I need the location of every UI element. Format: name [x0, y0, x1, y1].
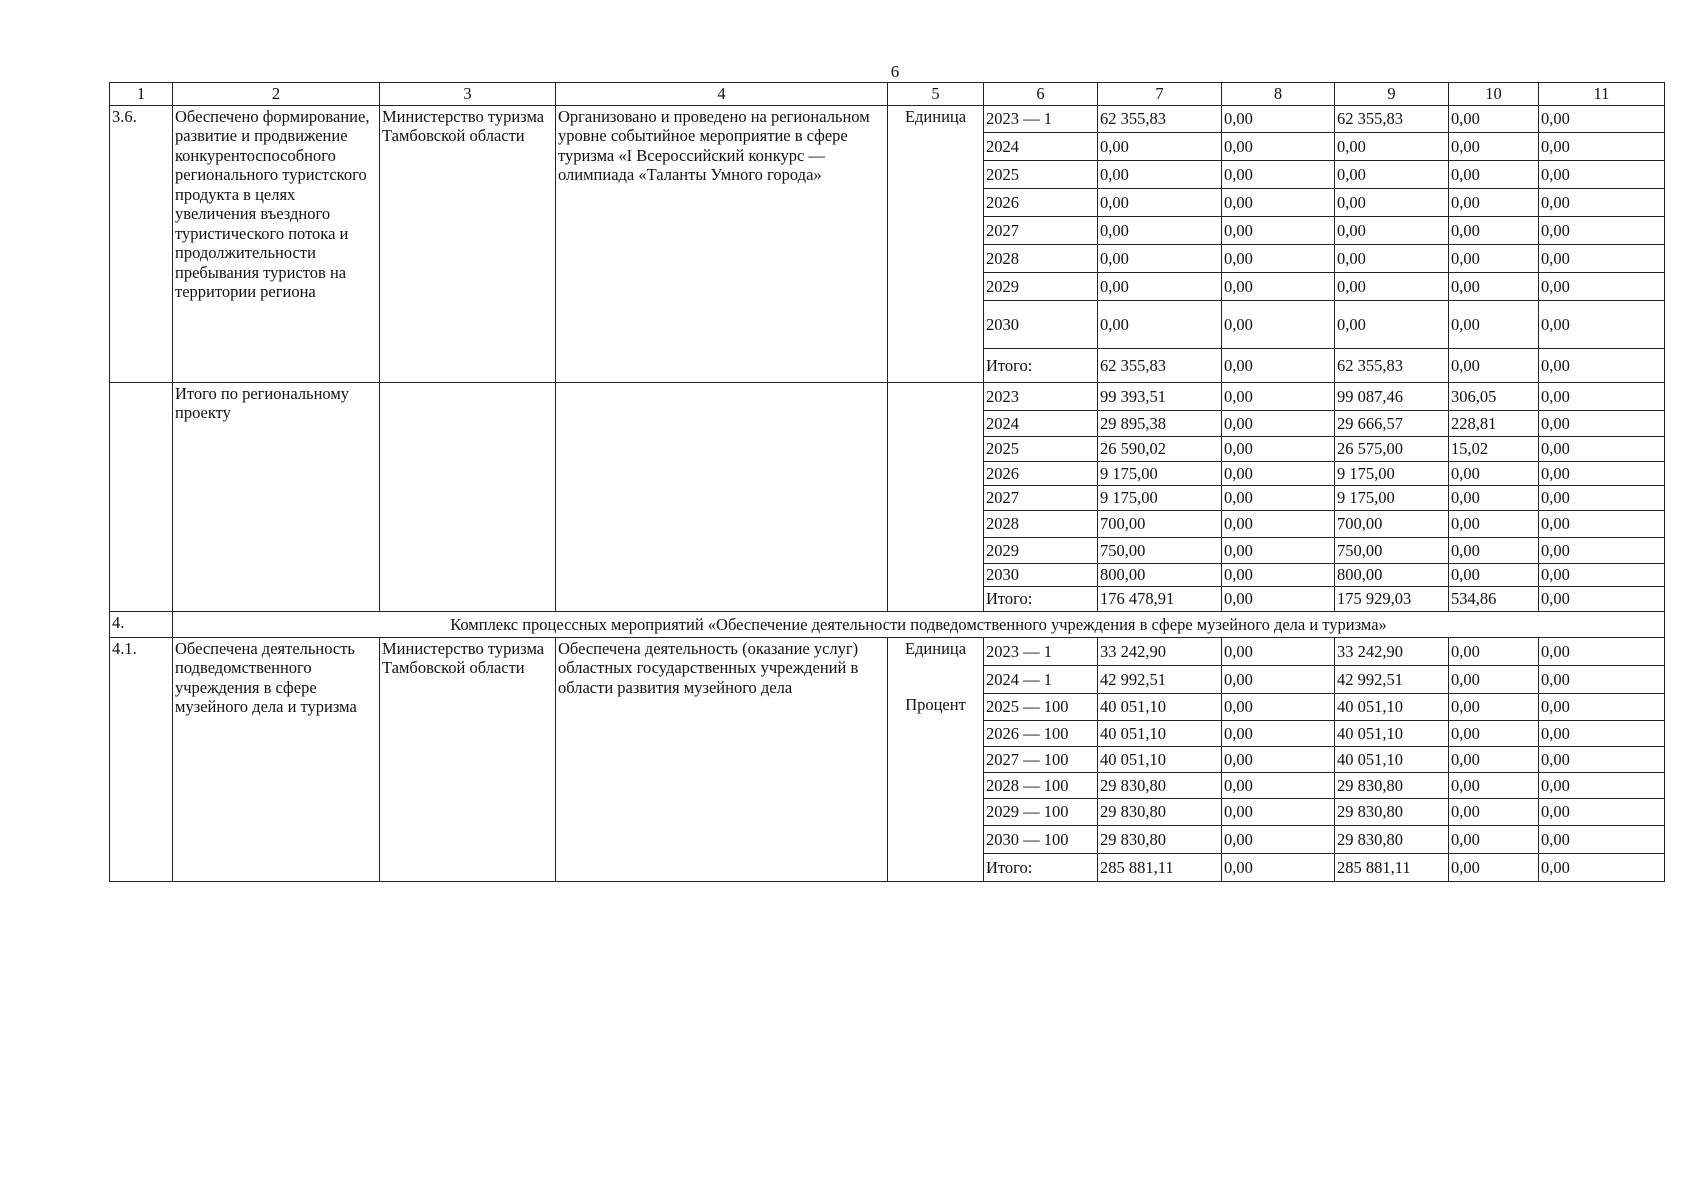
value-cell: 0,00 — [1449, 694, 1539, 721]
value-cell: 0,00 — [1222, 773, 1335, 799]
value-cell: 0,00 — [1222, 106, 1335, 133]
value-cell: 62 355,83 — [1098, 349, 1222, 383]
section-number-cell: 4. — [110, 612, 173, 638]
value-cell: 0,00 — [1098, 189, 1222, 217]
value-cell: 40 051,10 — [1098, 747, 1222, 773]
event-cell: Организовано и проведено на региональном уровне событийное мероприятие в сфере туризма «I Всероссийский конкурс — олимпиада «Таланты Умного города» — [556, 106, 888, 383]
value-cell: 0,00 — [1449, 666, 1539, 694]
value-cell: 0,00 — [1539, 301, 1665, 349]
event-cell: Обеспечена деятельность (оказание услуг) областных государственных учреждений в области развития музейного дела — [556, 638, 888, 882]
value-cell: 0,00 — [1222, 349, 1335, 383]
value-cell: 0,00 — [1449, 638, 1539, 666]
value-cell: 0,00 — [1222, 486, 1335, 511]
value-cell: 0,00 — [1222, 161, 1335, 189]
value-cell: 0,00 — [1449, 799, 1539, 826]
value-cell: 0,00 — [1449, 486, 1539, 511]
value-cell: 0,00 — [1539, 217, 1665, 245]
year-cell: 2029 — [984, 538, 1098, 564]
value-cell: 29 830,80 — [1098, 826, 1222, 854]
column-number-cell: 10 — [1449, 83, 1539, 106]
column-number-cell: 5 — [888, 83, 984, 106]
value-cell: 0,00 — [1449, 721, 1539, 747]
value-cell: 26 575,00 — [1335, 437, 1449, 462]
year-cell: 2023 — 1 — [984, 638, 1098, 666]
value-cell: 0,00 — [1539, 799, 1665, 826]
value-cell: 0,00 — [1449, 349, 1539, 383]
value-cell: 0,00 — [1449, 854, 1539, 882]
section-title: Комплекс процессных мероприятий «Обеспечение деятельности подведомственного учреждения в сфере музейного дела и туризма» — [173, 612, 1665, 638]
value-cell: 0,00 — [1539, 161, 1665, 189]
table-body — [110, 83, 1665, 882]
value-cell: 9 175,00 — [1098, 486, 1222, 511]
value-cell: 0,00 — [1539, 106, 1665, 133]
value-cell: 0,00 — [1449, 273, 1539, 301]
value-cell: 0,00 — [1449, 217, 1539, 245]
value-cell: 176 478,91 — [1098, 587, 1222, 612]
value-cell: 0,00 — [1222, 245, 1335, 273]
value-cell: 0,00 — [1539, 383, 1665, 411]
unit-cell: Единица — [888, 638, 984, 694]
value-cell: 0,00 — [1539, 587, 1665, 612]
value-cell: 0,00 — [1098, 161, 1222, 189]
value-cell: 0,00 — [1449, 538, 1539, 564]
value-cell: 0,00 — [1449, 245, 1539, 273]
value-cell: 285 881,11 — [1098, 854, 1222, 882]
value-cell: 0,00 — [1539, 747, 1665, 773]
value-cell: 29 830,80 — [1098, 799, 1222, 826]
row-3-6-line — [110, 106, 1665, 133]
result-cell: Обеспечена деятельность подведомственного учреждения в сфере музейного дела и туризма — [173, 638, 380, 882]
value-cell: 29 895,38 — [1098, 411, 1222, 437]
value-cell: 0,00 — [1222, 854, 1335, 882]
value-cell: 0,00 — [1222, 587, 1335, 612]
value-cell: 0,00 — [1222, 217, 1335, 245]
value-cell: 0,00 — [1449, 826, 1539, 854]
column-number-cell: 4 — [556, 83, 888, 106]
value-cell: 0,00 — [1539, 189, 1665, 217]
column-number-row — [110, 83, 1665, 106]
value-cell: 0,00 — [1222, 638, 1335, 666]
value-cell: 9 175,00 — [1335, 486, 1449, 511]
value-cell: 0,00 — [1098, 217, 1222, 245]
year-cell: 2027 — [984, 486, 1098, 511]
section-4-row — [110, 612, 1665, 638]
year-cell: 2025 — [984, 437, 1098, 462]
value-cell: 306,05 — [1449, 383, 1539, 411]
value-cell: 0,00 — [1449, 133, 1539, 161]
value-cell: 0,00 — [1539, 133, 1665, 161]
value-cell: 0,00 — [1222, 133, 1335, 161]
value-cell: 9 175,00 — [1098, 462, 1222, 486]
value-cell: 0,00 — [1449, 462, 1539, 486]
value-cell: 0,00 — [1449, 189, 1539, 217]
value-cell: 33 242,90 — [1335, 638, 1449, 666]
value-cell: 29 830,80 — [1098, 773, 1222, 799]
value-cell: 534,86 — [1449, 587, 1539, 612]
value-cell: 0,00 — [1222, 462, 1335, 486]
value-cell: 0,00 — [1335, 189, 1449, 217]
value-cell: 0,00 — [1539, 411, 1665, 437]
value-cell: 0,00 — [1539, 437, 1665, 462]
year-cell: 2025 — 100 — [984, 694, 1098, 721]
empty-cell — [380, 383, 556, 612]
value-cell: 0,00 — [1539, 349, 1665, 383]
row-4-1-line — [110, 638, 1665, 666]
value-cell: 0,00 — [1335, 161, 1449, 189]
value-cell: 33 242,90 — [1098, 638, 1222, 666]
value-cell: 62 355,83 — [1098, 106, 1222, 133]
value-cell: 0,00 — [1222, 694, 1335, 721]
value-cell: 0,00 — [1539, 694, 1665, 721]
year-cell: Итого: — [984, 587, 1098, 612]
value-cell: 0,00 — [1539, 564, 1665, 587]
value-cell: 29 830,80 — [1335, 799, 1449, 826]
empty-cell — [556, 383, 888, 612]
value-cell: 0,00 — [1539, 773, 1665, 799]
value-cell: 700,00 — [1098, 511, 1222, 538]
value-cell: 0,00 — [1222, 747, 1335, 773]
value-cell: 0,00 — [1539, 462, 1665, 486]
empty-cell — [888, 383, 984, 612]
column-number-cell: 3 — [380, 83, 556, 106]
value-cell: 0,00 — [1222, 189, 1335, 217]
value-cell: 0,00 — [1098, 245, 1222, 273]
value-cell: 0,00 — [1539, 854, 1665, 882]
value-cell: 0,00 — [1222, 411, 1335, 437]
value-cell: 0,00 — [1098, 273, 1222, 301]
year-cell: 2027 — [984, 217, 1098, 245]
executor-cell: Министерство туризма Тамбовской области — [380, 638, 556, 882]
value-cell: 40 051,10 — [1335, 747, 1449, 773]
value-cell: 0,00 — [1449, 773, 1539, 799]
value-cell: 62 355,83 — [1335, 349, 1449, 383]
value-cell: 0,00 — [1449, 511, 1539, 538]
value-cell: 0,00 — [1222, 666, 1335, 694]
column-number-cell: 8 — [1222, 83, 1335, 106]
value-cell: 0,00 — [1222, 437, 1335, 462]
value-cell: 0,00 — [1222, 301, 1335, 349]
page-number: 6 — [890, 62, 900, 81]
year-cell: 2027 — 100 — [984, 747, 1098, 773]
year-cell: 2028 — [984, 245, 1098, 273]
year-cell: 2030 — [984, 301, 1098, 349]
value-cell: 40 051,10 — [1098, 694, 1222, 721]
year-cell: Итого: — [984, 349, 1098, 383]
regional-total-line — [110, 383, 1665, 411]
value-cell: 750,00 — [1335, 538, 1449, 564]
value-cell: 0,00 — [1539, 538, 1665, 564]
column-number-cell: 2 — [173, 83, 380, 106]
value-cell: 0,00 — [1449, 747, 1539, 773]
year-cell: 2026 — 100 — [984, 721, 1098, 747]
value-cell: 800,00 — [1098, 564, 1222, 587]
value-cell: 0,00 — [1222, 564, 1335, 587]
value-cell: 0,00 — [1449, 161, 1539, 189]
year-cell: 2029 — 100 — [984, 799, 1098, 826]
column-number-cell: 6 — [984, 83, 1098, 106]
value-cell: 0,00 — [1098, 301, 1222, 349]
value-cell: 0,00 — [1539, 666, 1665, 694]
value-cell: 0,00 — [1335, 301, 1449, 349]
value-cell: 62 355,83 — [1335, 106, 1449, 133]
value-cell: 40 051,10 — [1335, 694, 1449, 721]
value-cell: 29 830,80 — [1335, 826, 1449, 854]
year-cell: 2024 — [984, 411, 1098, 437]
value-cell: 0,00 — [1335, 217, 1449, 245]
budget-table — [109, 82, 1665, 882]
value-cell: 0,00 — [1449, 106, 1539, 133]
value-cell: 15,02 — [1449, 437, 1539, 462]
value-cell: 0,00 — [1449, 564, 1539, 587]
year-cell: 2025 — [984, 161, 1098, 189]
value-cell: 228,81 — [1449, 411, 1539, 437]
year-cell: 2026 — [984, 189, 1098, 217]
value-cell: 40 051,10 — [1098, 721, 1222, 747]
empty-cell — [110, 383, 173, 612]
row-number-cell: 4.1. — [110, 638, 173, 882]
year-cell: 2030 — [984, 564, 1098, 587]
value-cell: 29 666,57 — [1335, 411, 1449, 437]
year-cell: 2024 — [984, 133, 1098, 161]
value-cell: 42 992,51 — [1098, 666, 1222, 694]
value-cell: 0,00 — [1222, 383, 1335, 411]
value-cell: 9 175,00 — [1335, 462, 1449, 486]
year-cell: Итого: — [984, 854, 1098, 882]
value-cell: 42 992,51 — [1335, 666, 1449, 694]
total-label-cell: Итого по региональному проекту — [173, 383, 380, 612]
unit-cell: Процент — [888, 694, 984, 882]
year-cell: 2023 — 1 — [984, 106, 1098, 133]
year-cell: 2024 — 1 — [984, 666, 1098, 694]
value-cell: 0,00 — [1335, 273, 1449, 301]
column-number-cell: 11 — [1539, 83, 1665, 106]
value-cell: 0,00 — [1335, 245, 1449, 273]
value-cell: 0,00 — [1222, 538, 1335, 564]
value-cell: 0,00 — [1335, 133, 1449, 161]
value-cell: 0,00 — [1539, 638, 1665, 666]
value-cell: 0,00 — [1539, 486, 1665, 511]
unit-cell: Единица — [888, 106, 984, 383]
value-cell: 0,00 — [1098, 133, 1222, 161]
year-cell: 2023 — [984, 383, 1098, 411]
value-cell: 800,00 — [1335, 564, 1449, 587]
value-cell: 0,00 — [1539, 721, 1665, 747]
value-cell: 40 051,10 — [1335, 721, 1449, 747]
value-cell: 0,00 — [1539, 245, 1665, 273]
value-cell: 99 393,51 — [1098, 383, 1222, 411]
value-cell: 29 830,80 — [1335, 773, 1449, 799]
executor-cell: Министерство туризма Тамбовской области — [380, 106, 556, 383]
value-cell: 0,00 — [1222, 721, 1335, 747]
column-number-cell: 9 — [1335, 83, 1449, 106]
value-cell: 0,00 — [1222, 826, 1335, 854]
value-cell: 750,00 — [1098, 538, 1222, 564]
value-cell: 0,00 — [1539, 273, 1665, 301]
value-cell: 0,00 — [1222, 511, 1335, 538]
result-cell: Обеспечено формирование, развитие и продвижение конкурентоспособного регионального туристского продукта в целях увеличения въездного туристического потока и продолжительности пребывания туристов на территории региона — [173, 106, 380, 383]
column-number-cell: 7 — [1098, 83, 1222, 106]
value-cell: 0,00 — [1539, 511, 1665, 538]
column-number-cell: 1 — [110, 83, 173, 106]
value-cell: 0,00 — [1449, 301, 1539, 349]
value-cell: 175 929,03 — [1335, 587, 1449, 612]
year-cell: 2028 — [984, 511, 1098, 538]
year-cell: 2028 — 100 — [984, 773, 1098, 799]
value-cell: 26 590,02 — [1098, 437, 1222, 462]
year-cell: 2029 — [984, 273, 1098, 301]
year-cell: 2030 — 100 — [984, 826, 1098, 854]
value-cell: 285 881,11 — [1335, 854, 1449, 882]
row-number-cell: 3.6. — [110, 106, 173, 383]
value-cell: 99 087,46 — [1335, 383, 1449, 411]
value-cell: 0,00 — [1539, 826, 1665, 854]
value-cell: 0,00 — [1222, 273, 1335, 301]
year-cell: 2026 — [984, 462, 1098, 486]
value-cell: 0,00 — [1222, 799, 1335, 826]
value-cell: 700,00 — [1335, 511, 1449, 538]
